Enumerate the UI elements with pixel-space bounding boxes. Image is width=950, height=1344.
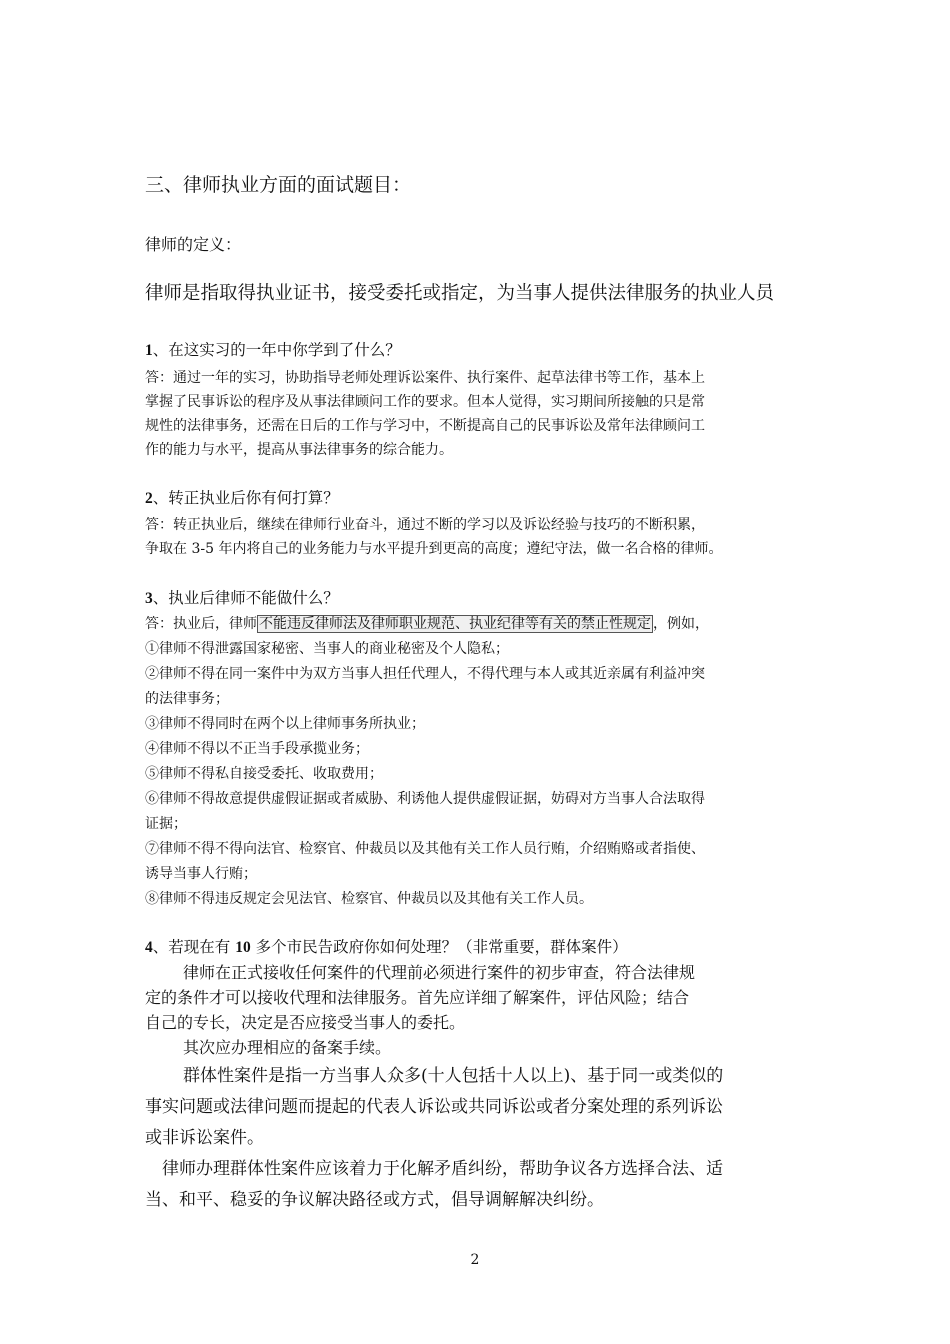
paragraph-line: 自己的专长，决定是否应接受当事人的委托。 [145,1013,466,1032]
prohibition-item: ③律师不得同时在两个以上律师事务所执业； [145,716,425,732]
question-text: 、在这实习的一年中你学到了什么？ [152,341,401,359]
paragraph-line: 定的条件才可以接收代理和法律服务。首先应详细了解案件，评估风险；结合 [145,988,690,1007]
prohibition-item: 证据； [145,816,187,832]
answer-2-line: 争取在 3-5 年内将自己的业务能力与水平提升到更高的高度；遵纪守法，做一名合格的律师。 [145,541,723,557]
paragraph-line: 其次应办理相应的备案手续。 [183,1038,392,1057]
paragraph-line: 事实问题或法律问题而提起的代表人诉讼或共同诉讼或者分案处理的系列诉讼 [145,1097,723,1117]
prohibition-item: ⑤律师不得私自接受委托、收取费用； [145,766,383,782]
question-number: 4 [145,939,153,956]
question-4 [145,940,628,956]
answer-3-line [145,617,709,631]
highlighted-text: 不能违反律师法及律师职业规范、执业纪律等有关的禁止性规定 [259,616,651,632]
question-text: 多个市民告政府你如何处理？（非常重要，群体案件） [250,938,628,956]
prohibition-item: ②律师不得在同一案件中为双方当事人担任代理人，不得代理与本人或其近亲属有利益冲突 [145,666,705,682]
prohibition-item: 诱导当事人行贿； [145,866,257,882]
answer-2-line: 答：转正执业后，继续在律师行业奋斗，通过不断的学习以及诉讼经验与技巧的不断积累， [145,517,705,533]
definition-label: 律师的定义： [145,235,242,254]
prohibition-item: 的法律事务； [145,691,229,707]
question-number: 3 [145,590,153,607]
page-number: 2 [470,1252,480,1268]
section-title: 三、律师执业方面的面试题目： [145,174,412,196]
question-3 [145,591,339,607]
question-number: 1 [145,342,153,359]
question-1 [145,343,401,359]
paragraph-line: 或非诉讼案件。 [145,1128,264,1148]
question-number: 2 [145,490,153,507]
question-count: 10 [235,939,251,956]
answer-1-line: 掌握了民事诉讼的程序及从事法律顾问工作的要求。但本人觉得，实习期间所接触的只是常 [145,394,705,410]
prohibition-item: ⑦律师不得不得向法官、检察官、仲裁员以及其他有关工作人员行贿，介绍贿赂或者指使、 [145,841,705,857]
answer-1-line: 作的能力与水平，提高从事法律事务的综合能力。 [145,442,453,458]
answer-suffix: ，例如， [653,616,709,632]
answer-1-line: 规性的法律事务，还需在日后的工作与学习中，不断提高自己的民事诉讼及常年法律顾问工 [145,418,705,434]
answer-1-line: 答：通过一年的实习，协助指导老师处理诉讼案件、执行案件、起草法律书等工作，基本上 [145,370,705,386]
paragraph-line: 律师在正式接收任何案件的代理前必须进行案件的初步审查，符合法律规 [183,963,696,982]
definition-text: 律师是指取得执业证书，接受委托或指定，为当事人提供法律服务的执业人员 [145,283,775,304]
answer-prefix: 答：执业后，律师 [145,616,257,632]
prohibition-item: ①律师不得泄露国家秘密、当事人的商业秘密及个人隐私； [145,641,509,657]
paragraph-line: 当、和平、稳妥的争议解决路径或方式，倡导调解解决纠纷。 [145,1190,604,1210]
prohibition-item: ⑥律师不得故意提供虚假证据或者威胁、利诱他人提供虚假证据，妨碍对方当事人合法取得 [145,791,705,807]
question-text: 、执业后律师不能做什么？ [152,589,339,607]
question-text: 、若现在有 [152,938,236,956]
prohibition-item: ④律师不得以不正当手段承揽业务； [145,741,369,757]
question-2 [145,491,339,507]
question-text: 、转正执业后你有何打算？ [152,489,339,507]
prohibition-item: ⑧律师不得违反规定会见法官、检察官、仲裁员以及其他有关工作人员。 [145,891,593,907]
paragraph-line: 群体性案件是指一方当事人众多(十人包括十人以上)、基于同一或类似的 [183,1066,724,1086]
paragraph-line: 律师办理群体性案件应该着力于化解矛盾纠纷，帮助争议各方选择合法、适 [162,1159,723,1179]
